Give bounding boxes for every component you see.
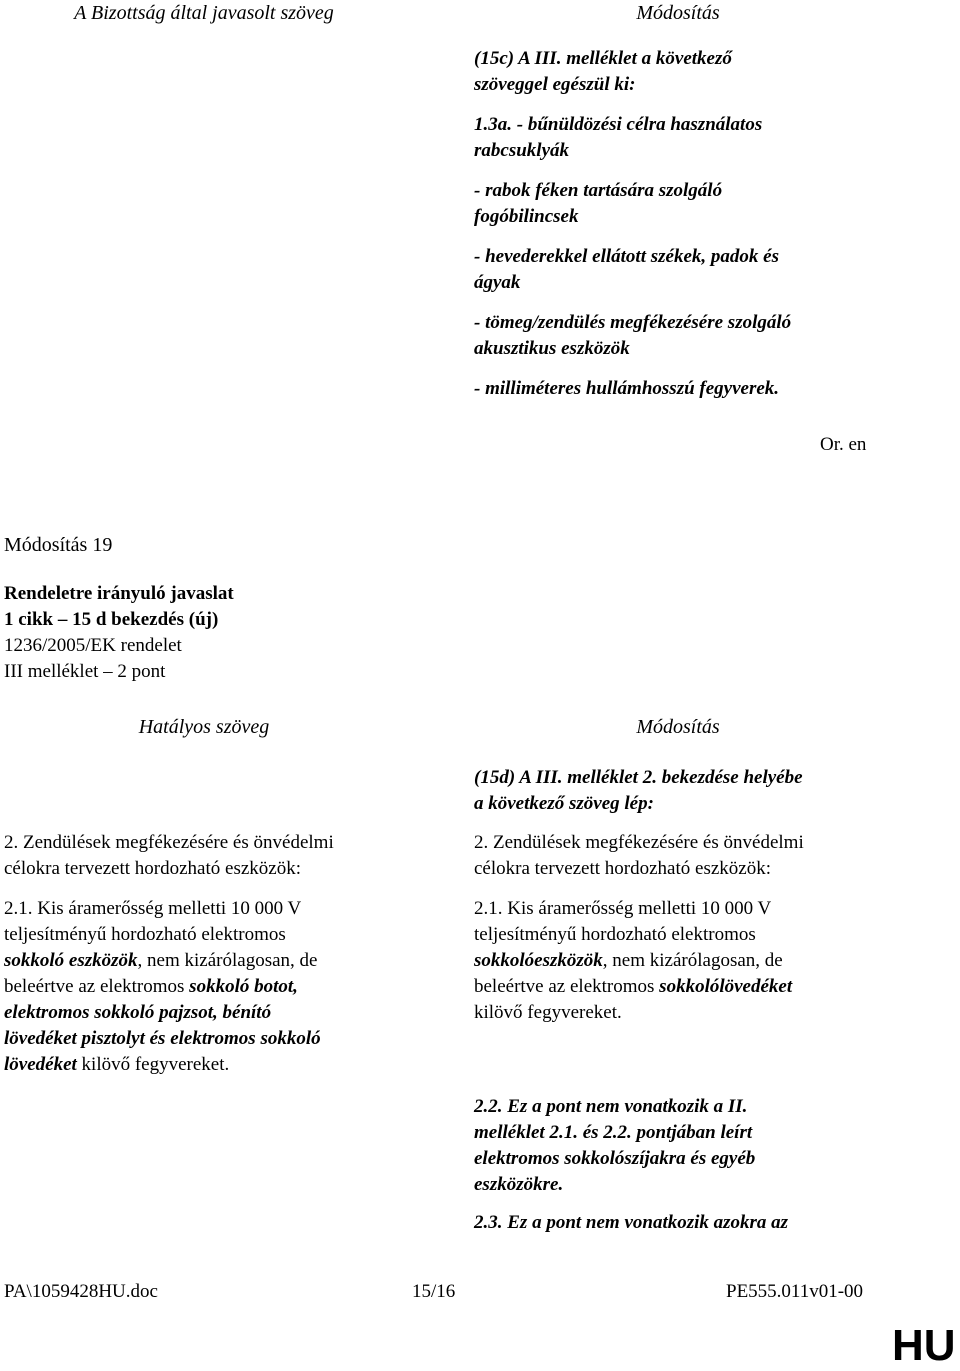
right-paragraph-2-3 (474, 1210, 882, 1236)
text-line: 2.1. Kis áramerősség melletti 10 000 V (4, 898, 302, 919)
right-intro-text (474, 765, 882, 817)
text-line (474, 948, 882, 974)
deleted-text: sokkoló eszközök (4, 950, 138, 971)
text-run: beleértve az elektromos (474, 976, 660, 997)
text-line: 2.1. Kis áramerősség melletti 10 000 V (474, 898, 772, 919)
footer-language-code: HU (892, 1321, 956, 1370)
text-line: eszközökre. (474, 1174, 564, 1195)
text-line: - hevederekkel ellátott székek, padok és (474, 246, 779, 267)
text-line: melléklet 2.1. és 2.2. pontjában leírt (474, 1122, 753, 1143)
text-run: , nem kizárólagosan, de (137, 950, 318, 971)
text-line: célokra tervezett hordozható eszközök: (474, 858, 771, 879)
left-column-header: A Bizottság által javasolt szöveg (74, 2, 334, 24)
text-line: lövedéket pisztolyt és elektromos sokkoló (4, 1028, 321, 1049)
text-line: - tömeg/zendülés megfékezésére szolgáló (474, 312, 792, 333)
text-line: - milliméteres hullámhosszú fegyverek. (474, 378, 780, 399)
text-line: elektromos sokkoló pajzsot, bénító (4, 1002, 272, 1023)
text-run: kilövő fegyvereket. (76, 1054, 230, 1075)
deleted-text: sokkoló botot, (189, 976, 298, 997)
text-line: teljesítményű hordozható elektromos (474, 924, 756, 945)
text-line: 2. Zendülések megfékezésére és önvédelmi (4, 832, 334, 853)
text-line (4, 974, 412, 1000)
text-line: rabcsuklyák (474, 140, 569, 161)
right-paragraph-2-2 (474, 1094, 882, 1198)
right-paragraph-2-1 (474, 896, 882, 1026)
original-language-label: Or. en (820, 434, 867, 455)
footer-page-number: 15/16 (412, 1281, 456, 1302)
left-paragraph-2-1 (4, 896, 412, 1078)
footer-pe-ref: PE555.011v01-00 (726, 1281, 864, 1302)
text-line: 2.2. Ez a pont nem vonatkozik a II. (474, 1096, 748, 1117)
text-run: , nem kizárólagosan, de (602, 950, 783, 971)
text-line: a következő szöveg lép: (474, 793, 654, 814)
text-line: 2. Zendülések megfékezésére és önvédelmi (474, 832, 804, 853)
text-line: teljesítményű hordozható elektromos (4, 924, 286, 945)
text-line: elektromos sokkolószíjakra és egyéb (474, 1148, 756, 1169)
text-line: fogóbilincsek (474, 206, 579, 227)
right-column-header: Módosítás (636, 2, 720, 24)
footer-doc-ref: PA\1059428HU.doc (4, 1281, 158, 1302)
text-line: 2.3. Ez a pont nem vonatkozik azokra az (474, 1212, 789, 1233)
top-right-amendment-text (474, 46, 882, 402)
left-column-header-current: Hatályos szöveg (138, 716, 270, 738)
text-line: - rabok féken tartására szolgáló (474, 180, 723, 201)
right-paragraph-2 (474, 830, 882, 882)
inserted-text: sokkolólövedéket (659, 976, 793, 997)
right-column-header-amendment: Módosítás (636, 716, 720, 738)
text-line: 1.3a. - bűnüldözési célra használatos (474, 114, 763, 135)
text-line (4, 1052, 412, 1078)
text-line: akusztikus eszközök (474, 338, 630, 359)
amendment-annex-line: III melléklet – 2 pont (4, 661, 166, 682)
text-line: kilövő fegyvereket. (474, 1002, 622, 1023)
inserted-text: sokkolóeszközök (474, 950, 603, 971)
text-line: célokra tervezett hordozható eszközök: (4, 858, 301, 879)
amendment-title: Módosítás 19 (4, 534, 113, 556)
amendment-proposal-line: Rendeletre irányuló javaslat (4, 583, 234, 604)
text-line: (15c) A III. melléklet a következő (474, 48, 732, 69)
deleted-text: lövedéket (4, 1054, 77, 1075)
amendment-regulation-line: 1236/2005/EK rendelet (4, 635, 182, 656)
amendment-article-line: 1 cikk – 15 d bekezdés (új) (4, 609, 219, 630)
text-run: beleértve az elektromos (4, 976, 190, 997)
text-line: ágyak (474, 272, 521, 293)
left-paragraph-2 (4, 830, 412, 882)
text-line: szöveggel egészül ki: (474, 74, 636, 95)
text-line (474, 974, 882, 1000)
text-line: (15d) A III. melléklet 2. bekezdése helyébe (474, 767, 803, 788)
text-line (4, 948, 412, 974)
